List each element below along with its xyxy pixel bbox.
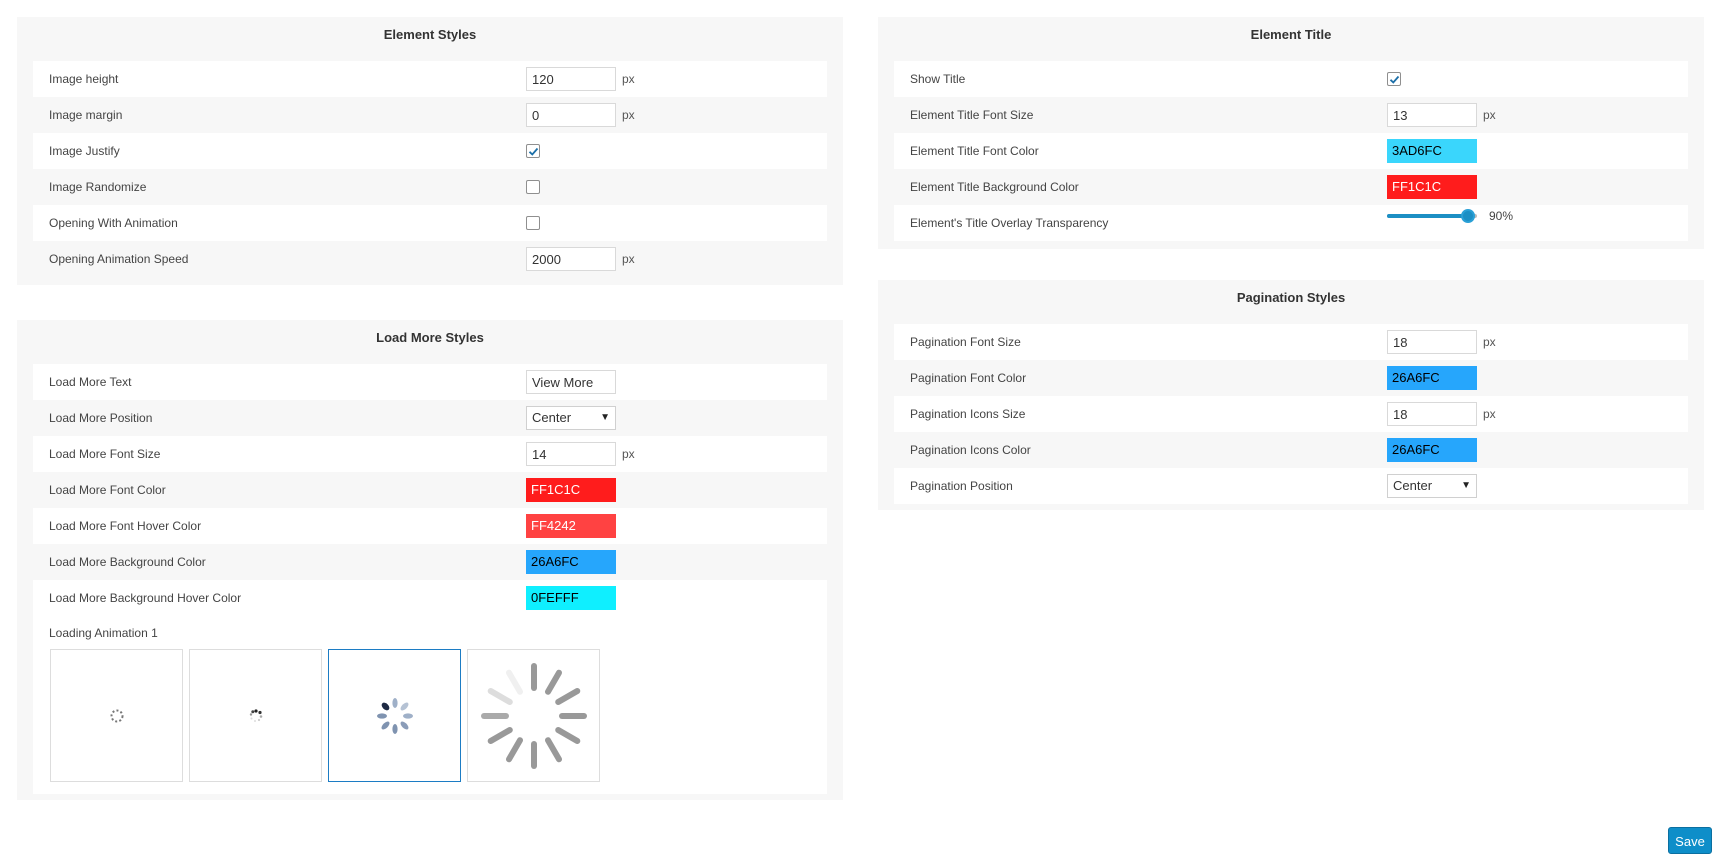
show-title-row — [894, 61, 1688, 97]
pagination-position-select[interactable] — [1387, 474, 1477, 498]
pagination-title: Pagination Styles — [1236, 290, 1346, 305]
slider-thumb[interactable] — [1461, 209, 1475, 223]
loading-animation-option-3[interactable] — [328, 649, 461, 782]
caret-down-icon: ▼ — [1461, 480, 1471, 491]
opening-animation-row — [33, 205, 827, 241]
unit-label: px — [622, 108, 635, 122]
load-more-font-color-row — [33, 472, 827, 508]
load-more-font-hover-color-label: Load More Font Hover Color — [49, 519, 202, 533]
title-font-size-row — [894, 97, 1688, 133]
title-overlay-transparency-label: Element's Title Overlay Transparency — [910, 216, 1109, 230]
pagination-panel — [878, 280, 1704, 510]
load-more-text-row — [33, 364, 827, 400]
load-more-text-label: Load More Text — [49, 375, 132, 389]
load-more-font-hover-color-picker[interactable]: FF4242 — [526, 514, 616, 538]
pagination-rows — [894, 324, 1688, 504]
image-justify-row — [33, 133, 827, 169]
checkmark-icon — [1389, 74, 1400, 85]
image-height-row — [33, 61, 827, 97]
image-randomize-row — [33, 169, 827, 205]
slider-value: 90% — [1489, 209, 1514, 223]
pagination-font-size-input[interactable] — [1387, 330, 1477, 354]
load-more-rows — [33, 364, 827, 616]
image-justify-checkbox[interactable] — [526, 144, 540, 158]
show-title-label: Show Title — [910, 72, 966, 86]
element-title-panel — [878, 17, 1704, 249]
select-value: Center — [532, 410, 572, 425]
load-more-bg-hover-color-picker[interactable]: 0FEFFF — [526, 586, 616, 610]
element-title-title: Element Title — [1250, 27, 1332, 42]
load-more-bg-color-label: Load More Background Color — [49, 555, 206, 569]
small-dotted-spinner-icon — [109, 708, 125, 724]
pagination-font-size-label: Pagination Font Size — [910, 335, 1021, 349]
title-bg-color-label: Element Title Background Color — [910, 180, 1079, 194]
image-height-input[interactable] — [526, 67, 616, 91]
load-more-font-size-input[interactable] — [526, 442, 616, 466]
image-randomize-label: Image Randomize — [49, 180, 147, 194]
element-styles-rows — [33, 61, 827, 277]
load-more-position-row — [33, 400, 827, 436]
title-font-size-input[interactable] — [1387, 103, 1477, 127]
pagination-font-color-row — [894, 360, 1688, 396]
load-more-bg-color-row — [33, 544, 827, 580]
unit-label: px — [1483, 108, 1496, 122]
opening-animation-speed-row — [33, 241, 827, 277]
pagination-icons-size-row — [894, 396, 1688, 432]
bars-spinner-icon — [474, 656, 594, 776]
image-margin-input[interactable] — [526, 103, 616, 127]
title-bg-color-row — [894, 169, 1688, 205]
loading-animation-option-2[interactable] — [189, 649, 322, 782]
image-justify-label: Image Justify — [49, 144, 120, 158]
pagination-icons-size-label: Pagination Icons Size — [910, 407, 1026, 421]
loading-animation-option-1[interactable] — [50, 649, 183, 782]
load-more-font-hover-color-row — [33, 508, 827, 544]
title-font-size-label: Element Title Font Size — [910, 108, 1034, 122]
load-more-font-color-picker[interactable]: FF1C1C — [526, 478, 616, 502]
load-more-bg-color-picker[interactable]: 26A6FC — [526, 550, 616, 574]
title-font-color-row — [894, 133, 1688, 169]
opening-animation-speed-input[interactable] — [526, 247, 616, 271]
load-more-font-size-row — [33, 436, 827, 472]
load-more-bg-hover-color-row — [33, 580, 827, 616]
slider-fill — [1387, 214, 1468, 218]
loading-animation-option-4[interactable] — [467, 649, 600, 782]
element-title-rows — [894, 61, 1688, 241]
pagination-font-color-picker[interactable]: 26A6FC — [1387, 366, 1477, 390]
title-overlay-transparency-slider[interactable] — [1387, 208, 1477, 224]
pagination-icons-color-label: Pagination Icons Color — [910, 443, 1031, 457]
teardrop-spinner-icon — [375, 696, 415, 736]
pagination-font-size-row — [894, 324, 1688, 360]
select-value: Center — [1393, 478, 1433, 493]
image-margin-row — [33, 97, 827, 133]
image-margin-label: Image margin — [49, 108, 123, 122]
load-more-font-size-label: Load More Font Size — [49, 447, 161, 461]
show-title-checkbox[interactable] — [1387, 72, 1401, 86]
pagination-font-color-label: Pagination Font Color — [910, 371, 1027, 385]
unit-label: px — [622, 252, 635, 266]
title-font-color-label: Element Title Font Color — [910, 144, 1039, 158]
unit-label: px — [622, 447, 635, 461]
caret-down-icon: ▼ — [600, 412, 610, 423]
load-more-position-select[interactable] — [526, 406, 616, 430]
opening-animation-speed-label: Opening Animation Speed — [49, 252, 189, 266]
save-button[interactable]: Save — [1668, 827, 1712, 854]
title-bg-color-picker[interactable]: FF1C1C — [1387, 175, 1477, 199]
load-more-title: Load More Styles — [376, 330, 484, 345]
image-randomize-checkbox[interactable] — [526, 180, 540, 194]
pagination-icons-size-input[interactable] — [1387, 402, 1477, 426]
unit-label: px — [1483, 407, 1496, 421]
load-more-text-input[interactable] — [526, 370, 616, 394]
pagination-position-row — [894, 468, 1688, 504]
image-height-label: Image height — [49, 72, 119, 86]
unit-label: px — [622, 72, 635, 86]
load-more-position-label: Load More Position — [49, 411, 153, 425]
title-overlay-transparency-row — [894, 205, 1688, 241]
opening-animation-checkbox[interactable] — [526, 216, 540, 230]
checkmark-icon — [528, 146, 539, 157]
pagination-position-label: Pagination Position — [910, 479, 1013, 493]
element-styles-panel — [17, 17, 843, 285]
pagination-icons-color-row — [894, 432, 1688, 468]
opening-animation-label: Opening With Animation — [49, 216, 178, 230]
load-more-bg-hover-color-label: Load More Background Hover Color — [49, 591, 242, 605]
load-more-panel — [17, 320, 843, 800]
pagination-icons-color-picker[interactable]: 26A6FC — [1387, 438, 1477, 462]
element-styles-title: Element Styles — [383, 27, 477, 42]
dots-spinner-icon — [248, 708, 264, 724]
loading-animation-options — [33, 646, 827, 794]
title-font-color-picker[interactable]: 3AD6FC — [1387, 139, 1477, 163]
unit-label: px — [1483, 335, 1496, 349]
load-more-font-color-label: Load More Font Color — [49, 483, 166, 497]
loading-animation-label: Loading Animation 1 — [33, 616, 827, 646]
